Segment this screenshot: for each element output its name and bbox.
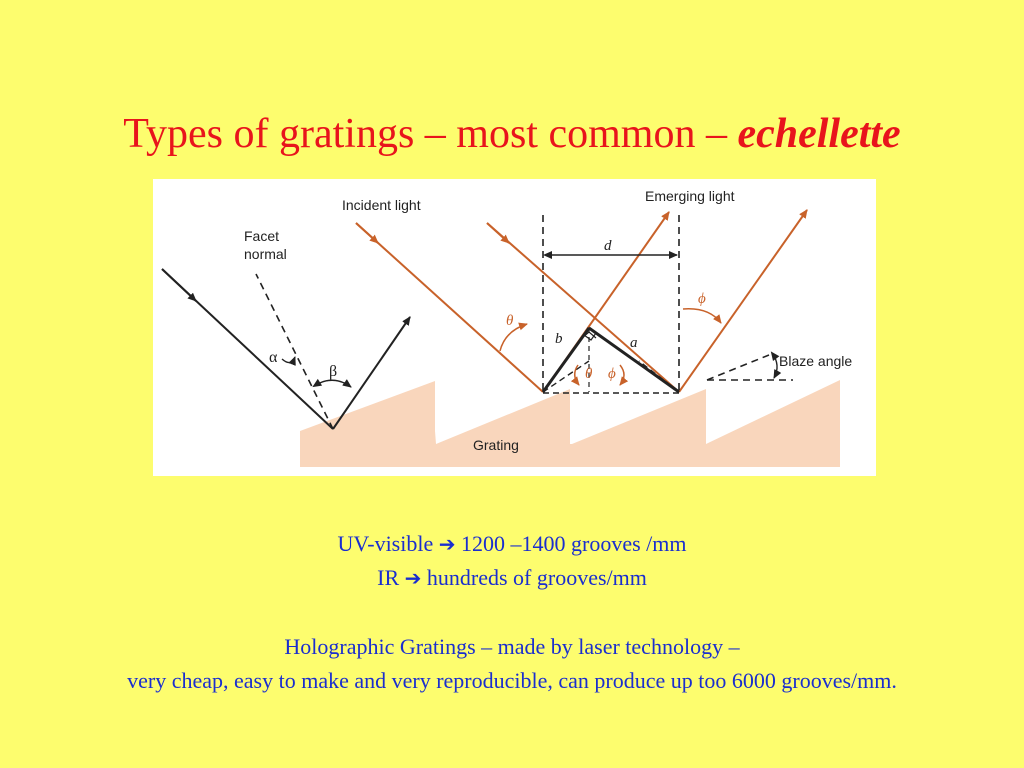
blaze-angle-arc — [772, 353, 777, 378]
beta-label: β — [329, 363, 338, 380]
phi-arc-inner — [620, 365, 624, 385]
spacing-label: d — [604, 238, 612, 254]
facet-normal-line — [256, 274, 333, 429]
uv-visible-line — [0, 527, 1024, 561]
incident-ray-1-arrow — [356, 223, 378, 243]
holographic-detail-line: very cheap, easy to make and very reproducible, can produce up too 6000 grooves/mm. — [127, 668, 897, 693]
incident-ray-left-arrowhead — [162, 269, 196, 301]
groove-normal-left — [543, 361, 589, 392]
title-emphasis: echellette — [737, 111, 901, 157]
theta-label-inner: θ — [585, 366, 593, 382]
theta-arc-outer — [500, 324, 527, 351]
ir-value: hundreds of grooves/mm — [421, 565, 647, 590]
uv-visible-prefix: UV-visible — [337, 531, 439, 556]
ir-prefix: IR — [377, 565, 405, 590]
grating-sawtooth — [300, 380, 840, 467]
incident-light-label: Incident light — [342, 197, 421, 213]
blaze-facet-line — [707, 355, 769, 380]
holographic-line: Holographic Gratings – made by laser technology – — [284, 634, 740, 659]
emerging-light-label: Emerging light — [645, 188, 735, 204]
incident-ray-2-arrow — [487, 223, 509, 243]
blaze-angle-label: Blaze angle — [779, 353, 853, 369]
facet-normal-label-2: normal — [244, 246, 287, 262]
phi-arc-outer — [683, 309, 721, 323]
right-arrow-icon: ➔ — [404, 566, 422, 590]
slide-title — [0, 106, 1024, 162]
theta-label-outer: θ — [506, 313, 514, 329]
phi-label-outer: ϕ — [698, 291, 706, 307]
alpha-arc — [282, 357, 295, 363]
facet-b-label: b — [555, 331, 563, 347]
grating-label: Grating — [473, 437, 519, 453]
diagram-svg — [153, 179, 876, 476]
phi-label-inner: ϕ — [608, 366, 616, 382]
alpha-label: α — [269, 349, 278, 366]
uv-visible-value: 1200 –1400 grooves /mm — [455, 531, 687, 556]
beta-arc — [314, 380, 351, 387]
right-arrow-icon: ➔ — [438, 532, 456, 556]
grating-diagram — [153, 179, 876, 476]
title-main: Types of gratings – most common – — [123, 111, 738, 157]
ir-line — [0, 561, 1024, 595]
facet-a-label: a — [630, 335, 638, 351]
facet-normal-label-1: Facet — [244, 228, 280, 244]
